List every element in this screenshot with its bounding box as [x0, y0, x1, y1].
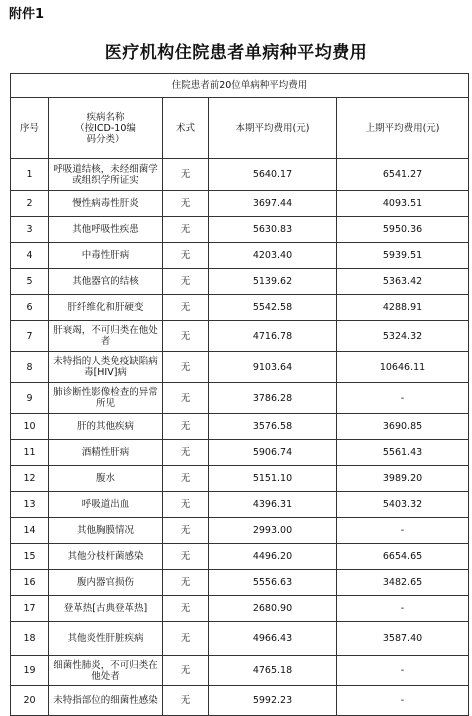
- row-index: 2: [11, 191, 49, 217]
- row-index: 16: [11, 570, 49, 596]
- row-procedure: 无: [163, 544, 209, 570]
- row-current-avg: 5630.83: [209, 217, 337, 243]
- table-row: [11, 321, 469, 352]
- row-index: 15: [11, 544, 49, 570]
- row-previous-avg: 6654.65: [337, 544, 469, 570]
- row-current-avg: 4496.20: [209, 544, 337, 570]
- row-index: 12: [11, 466, 49, 492]
- row-procedure: 无: [163, 414, 209, 440]
- table-row: [11, 570, 469, 596]
- row-current-avg: 5906.74: [209, 440, 337, 466]
- header-current-avg: 本期平均费用(元): [209, 98, 337, 159]
- row-previous-avg: 10646.11: [337, 352, 469, 383]
- table-row: [11, 656, 469, 686]
- row-disease-name: 呼吸道出血: [49, 492, 163, 518]
- row-current-avg: 9103.64: [209, 352, 337, 383]
- row-disease-name: 未特指的人类免疫缺陷病毒[HIV]病: [49, 352, 163, 383]
- row-index: 10: [11, 414, 49, 440]
- table-row: [11, 596, 469, 622]
- table-row: [11, 191, 469, 217]
- row-previous-avg: 5403.32: [337, 492, 469, 518]
- row-procedure: 无: [163, 159, 209, 191]
- row-procedure: 无: [163, 656, 209, 686]
- row-previous-avg: 3989.20: [337, 466, 469, 492]
- fee-table: [10, 73, 469, 716]
- row-current-avg: 4396.31: [209, 492, 337, 518]
- row-previous-avg: 5363.42: [337, 269, 469, 295]
- row-current-avg: 5151.10: [209, 466, 337, 492]
- table-row: [11, 217, 469, 243]
- row-previous-avg: 5950.36: [337, 217, 469, 243]
- row-disease-name: 细菌性肺炎，不可归类在他处者: [49, 656, 163, 686]
- row-procedure: 无: [163, 466, 209, 492]
- header-index: 序号: [11, 98, 49, 159]
- row-procedure: 无: [163, 191, 209, 217]
- row-previous-avg: 3482.65: [337, 570, 469, 596]
- page-title: 医疗机构住院患者单病种平均费用: [104, 43, 368, 63]
- row-procedure: 无: [163, 243, 209, 269]
- row-current-avg: 3786.28: [209, 383, 337, 414]
- row-disease-name: 其他呼吸性疾患: [49, 217, 163, 243]
- row-index: 6: [11, 295, 49, 321]
- row-current-avg: 2993.00: [209, 518, 337, 544]
- row-index: 3: [11, 217, 49, 243]
- row-current-avg: 5139.62: [209, 269, 337, 295]
- row-current-avg: 5640.17: [209, 159, 337, 191]
- row-previous-avg: -: [337, 656, 469, 686]
- table-row: [11, 295, 469, 321]
- row-disease-name: 其他器官的结核: [49, 269, 163, 295]
- table-row: [11, 243, 469, 269]
- row-previous-avg: 6541.27: [337, 159, 469, 191]
- table-row: [11, 686, 469, 716]
- row-disease-name: 中毒性肝病: [49, 243, 163, 269]
- table-row: [11, 159, 469, 191]
- table-row: [11, 622, 469, 656]
- row-current-avg: 3697.44: [209, 191, 337, 217]
- row-index: 9: [11, 383, 49, 414]
- row-previous-avg: 5324.32: [337, 321, 469, 352]
- row-previous-avg: 3587.40: [337, 622, 469, 656]
- row-current-avg: 2680.90: [209, 596, 337, 622]
- row-disease-name: 登革热[古典登革热]: [49, 596, 163, 622]
- row-disease-name: 肺诊断性影像检查的异常所见: [49, 383, 163, 414]
- row-previous-avg: -: [337, 686, 469, 716]
- row-procedure: 无: [163, 596, 209, 622]
- row-disease-name: 慢性病毒性肝炎: [49, 191, 163, 217]
- row-index: 7: [11, 321, 49, 352]
- row-disease-name: 腹内器官损伤: [49, 570, 163, 596]
- row-procedure: 无: [163, 269, 209, 295]
- row-current-avg: 5992.23: [209, 686, 337, 716]
- row-disease-name: 呼吸道结核，未经细菌学或组织学所证实: [49, 159, 163, 191]
- table-row: [11, 352, 469, 383]
- table-body: [11, 159, 469, 716]
- row-current-avg: 3576.58: [209, 414, 337, 440]
- row-index: 4: [11, 243, 49, 269]
- row-index: 20: [11, 686, 49, 716]
- row-disease-name: 其他胸膜情况: [49, 518, 163, 544]
- row-previous-avg: -: [337, 596, 469, 622]
- row-previous-avg: 4288.91: [337, 295, 469, 321]
- header-disease: 疾病名称 （按ICD-10编 码分类）: [49, 98, 163, 159]
- table-row: [11, 518, 469, 544]
- row-previous-avg: 4093.51: [337, 191, 469, 217]
- header-previous-avg: 上期平均费用(元): [337, 98, 469, 159]
- row-previous-avg: 5561.43: [337, 440, 469, 466]
- row-procedure: 无: [163, 217, 209, 243]
- row-current-avg: 5542.58: [209, 295, 337, 321]
- row-disease-name: 其他炎性肝脏疾病: [49, 622, 163, 656]
- row-current-avg: 4765.18: [209, 656, 337, 686]
- row-procedure: 无: [163, 352, 209, 383]
- table-row: [11, 440, 469, 466]
- row-index: 1: [11, 159, 49, 191]
- header-procedure: 术式: [163, 98, 209, 159]
- row-disease-name: 肝纤维化和肝硬变: [49, 295, 163, 321]
- row-procedure: 无: [163, 686, 209, 716]
- row-procedure: 无: [163, 518, 209, 544]
- row-disease-name: 肝的其他疾病: [49, 414, 163, 440]
- row-current-avg: 4716.78: [209, 321, 337, 352]
- row-procedure: 无: [163, 440, 209, 466]
- row-index: 8: [11, 352, 49, 383]
- row-disease-name: 肝衰竭，不可归类在他处者: [49, 321, 163, 352]
- row-previous-avg: -: [337, 518, 469, 544]
- row-procedure: 无: [163, 622, 209, 656]
- row-index: 17: [11, 596, 49, 622]
- row-current-avg: 5556.63: [209, 570, 337, 596]
- row-procedure: 无: [163, 295, 209, 321]
- row-index: 18: [11, 622, 49, 656]
- row-index: 19: [11, 656, 49, 686]
- row-procedure: 无: [163, 570, 209, 596]
- table-row: [11, 544, 469, 570]
- row-previous-avg: 3690.85: [337, 414, 469, 440]
- row-previous-avg: -: [337, 383, 469, 414]
- table-row: [11, 269, 469, 295]
- row-index: 11: [11, 440, 49, 466]
- row-disease-name: 未特指部位的细菌性感染: [49, 686, 163, 716]
- table-caption: 住院患者前20位单病种平均费用: [11, 74, 469, 98]
- table-row: [11, 466, 469, 492]
- row-current-avg: 4966.43: [209, 622, 337, 656]
- table-row: [11, 383, 469, 414]
- table-row: [11, 414, 469, 440]
- row-current-avg: 4203.40: [209, 243, 337, 269]
- table-row: [11, 492, 469, 518]
- row-index: 13: [11, 492, 49, 518]
- row-previous-avg: 5939.51: [337, 243, 469, 269]
- row-procedure: 无: [163, 321, 209, 352]
- row-disease-name: 腹水: [49, 466, 163, 492]
- row-disease-name: 酒精性肝病: [49, 440, 163, 466]
- attachment-label: 附件1: [9, 7, 45, 22]
- row-procedure: 无: [163, 383, 209, 414]
- row-procedure: 无: [163, 492, 209, 518]
- row-index: 14: [11, 518, 49, 544]
- row-index: 5: [11, 269, 49, 295]
- row-disease-name: 其他分枝杆菌感染: [49, 544, 163, 570]
